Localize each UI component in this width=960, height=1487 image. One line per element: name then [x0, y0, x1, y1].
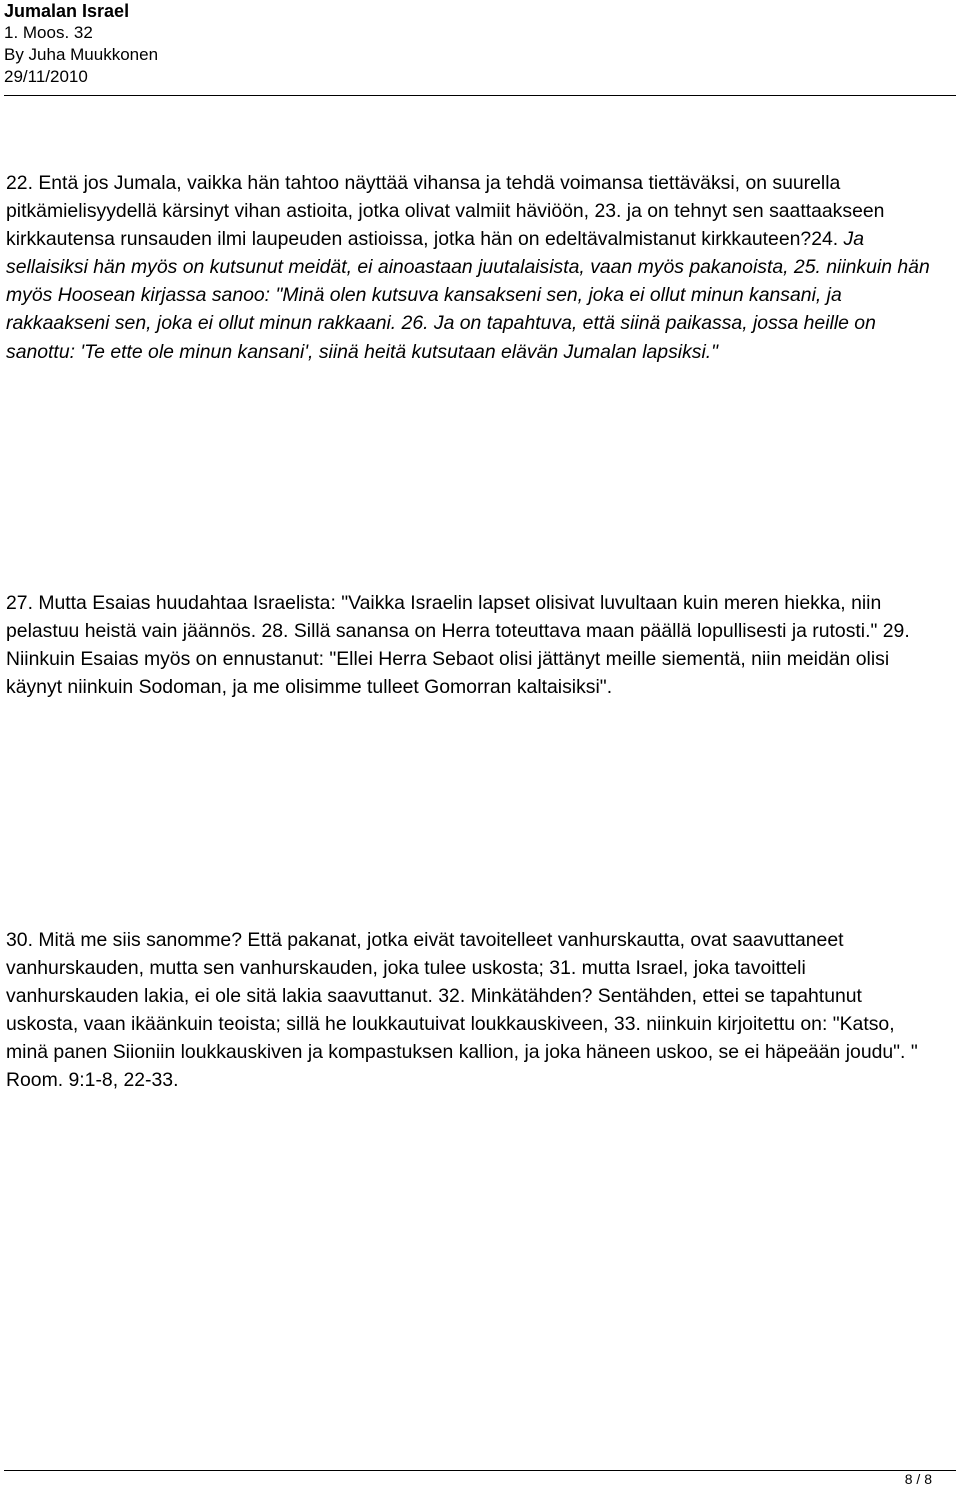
document-author: By Juha Muukkonen	[4, 45, 159, 64]
verse-text-italic: Ja sellaisiksi hän myös on kutsunut meidät, ei ainoastaan juutalaisista, vaan myös pakanoista, 25. niinkuin hän myös Hoosean kirjassa sanoo: "Minä olen kutsuva kansakseni sen, joka ei ollut minun kansani, ja rakkaakseni sen, joka ei ollut minun rakkaani. 26. Ja on tapahtuva, että siinä paikassa, jossa heille on sanottu: 'Te ette ole minun kansani', siinä heitä kutsutaan elävän Jumalan lapsiksi."	[6, 228, 930, 363]
header-divider	[4, 95, 956, 96]
page-number: 8 / 8	[904, 1471, 932, 1487]
document-title: Jumalan Israel	[4, 1, 130, 21]
document-date: 29/11/2010	[4, 67, 88, 86]
verse-text: 27. Mutta Esaias huudahtaa Israelista: "Vaikka Israelin lapset olisivat luvultaan kuin meren hiekka, niin pelastuu heistä vain jäännös. 28. Sillä sanansa on Herra toteuttava maan päällä lopullisesti ja rutosti." 29. Niinkuin Esaias myös on ennustanut: "Ellei Herra Sebaot olisi jättänyt meille siementä, niin meidän olisi käynyt niinkuin Sodoman, ja me olisimme tulleet Gomorran kaltaisiksi".	[6, 592, 910, 699]
document-subtitle: 1. Moos. 32	[4, 23, 93, 42]
footer-divider	[4, 1470, 956, 1471]
verse-text: 30. Mitä me siis sanomme? Että pakanat, jotka eivät tavoitelleet vanhurskautta, ovat saavuttaneet vanhurskauden, mutta sen vanhurskauden, joka tulee uskosta; 31. mutta Israel, joka tavoitteli vanhurskauden lakia, ei ole sitä lakia saavuttanut. 32. Minkätähden? Sentähden, ettei se tapahtunut uskosta, vaan ikäänkuin teoista; sillä he loukkautuivat loukkauskiveen, 33. niinkuin kirjoitettu on: "Katso, minä panen Siioniin loukkauskiven ja kompastuksen kallion, ja joka häneen uskoo, se ei häpeään joudu". " Room. 9:1-8, 22-33.	[6, 929, 918, 1092]
verse-text: 22. Entä jos Jumala, vaikka hän tahtoo näyttää vihansa ja tehdä voimansa tiettäväksi, on suurella pitkämielisyydellä kärsinyt vihan astioita, jotka olivat valmiit häviöön, 23. ja on tehnyt sen saattaakseen kirkkautensa runsauden ilmi laupeuden astioissa, jotka hän on edeltävalmistanut kirkkauteen?24.	[6, 172, 885, 251]
verse-section-27-29	[6, 589, 931, 701]
document-header	[4, 0, 158, 88]
verse-section-30-33	[6, 926, 931, 1095]
verse-section-22-26	[6, 169, 931, 366]
